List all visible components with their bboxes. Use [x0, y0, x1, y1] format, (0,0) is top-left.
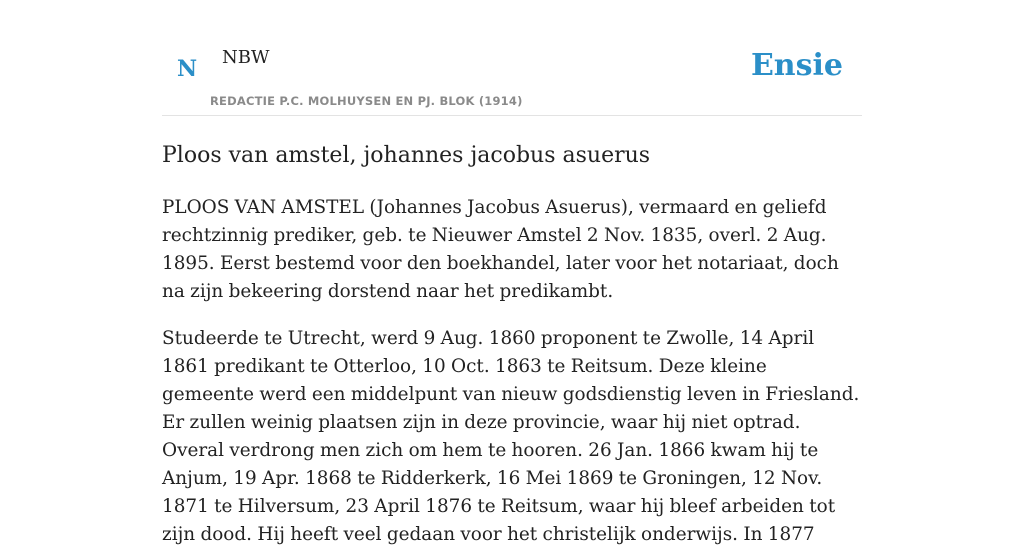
- article-paragraph-2: Studeerde te Utrecht, werd 9 Aug. 1860 proponent te Zwolle, 14 April 1861 predikant te Otterloo, 10 Oct. 1863 te Reitsum. Deze kleine gemeente werd een middelpunt van nieuw godsdienstig leven in Friesland. Er zullen weinig plaatsen zijn in deze provincie, waar hij niet optrad. Overal verdrong men zich om hem te hooren. 26 Jan. 1866 kwam hij te Anjum, 19 Apr. 1868 te Ridderkerk, 16 Mei 1869 te Groningen, 12 Nov. 1871 te Hilversum, 23 April 1876 te Reitsum, waar hij bleef arbeiden tot zijn dood. Hij heeft veel gedaan voor het christelijk onderwijs. In 1877: [162, 328, 860, 545]
- page-title: Ploos van amstel, johannes jacobus asuerus: [162, 143, 651, 168]
- page: [162, 0, 862, 545]
- header: [162, 0, 862, 116]
- source-logo-icon[interactable]: N: [177, 56, 198, 82]
- source-name[interactable]: NBW: [222, 47, 270, 68]
- article-paragraph-1: PLOOS VAN AMSTEL (Johannes Jacobus Asuerus), vermaard en geliefd rechtzinnig prediker, geb. te Nieuwer Amstel 2 Nov. 1835, overl. 2 Aug. 1895. Eerst bestemd voor den boekhandel, later voor het notariaat, doch na zijn bekeering dorstend naar het predikambt.: [162, 197, 839, 302]
- brand-logo-link[interactable]: Ensie: [750, 48, 843, 83]
- source-subtitle: REDACTIE P.C. MOLHUYSEN EN PJ. BLOK (1914): [210, 94, 523, 108]
